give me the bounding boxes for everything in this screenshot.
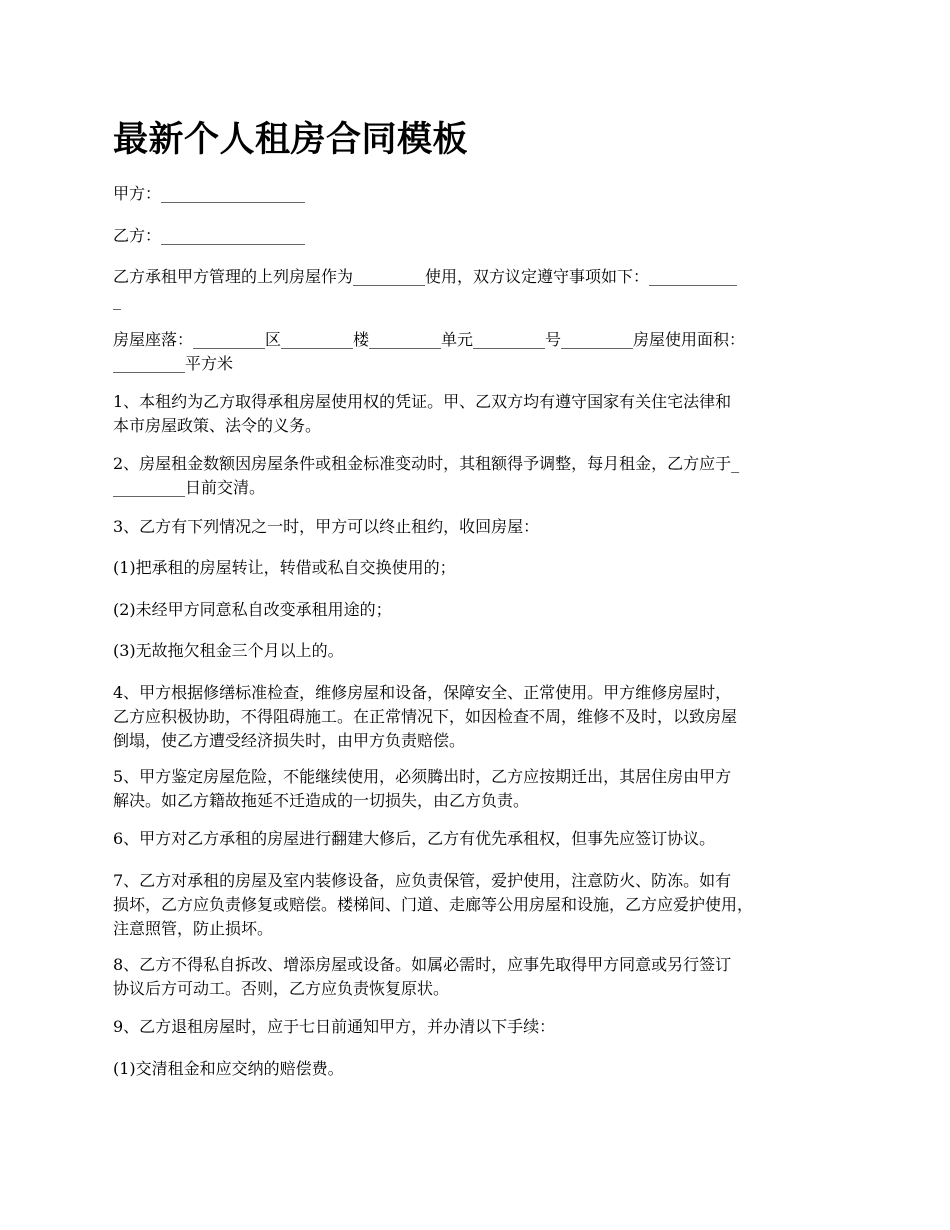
clause-3-item-1 (113, 556, 853, 580)
paragraph-intro (113, 265, 853, 313)
clause-7 (113, 869, 853, 941)
text-line: 乙方：__________________ (113, 226, 306, 245)
text-line: _________平方米 (113, 354, 234, 373)
clause-1 (113, 390, 853, 438)
text-line: (3)无故拖欠租金三个月以上的。 (113, 641, 344, 660)
clause-3-item-2 (113, 598, 853, 622)
text-line: 9、乙方退租房屋时，应于七日前通知甲方，并办清以下手续： (113, 1017, 556, 1036)
text-line: _________日前交清。 (113, 478, 266, 497)
text-line: (1)把承租的房屋转让，转借或私自交换使用的； (113, 558, 456, 577)
text-line: 乙方承租甲方管理的上列房屋作为_________使用，双方议定遵守事项如下：___________ (113, 267, 738, 286)
text-line: 甲方：__________________ (113, 184, 306, 203)
paragraph-location (113, 328, 853, 376)
text-line: 5、甲方鉴定房屋危险，不能继续使用，必须腾出时，乙方应按期迁出，其居住房由甲方 (113, 767, 732, 786)
text-line: (1)交清租金和应交纳的赔偿费。 (113, 1059, 344, 1078)
clause-5 (113, 765, 853, 813)
clause-2 (113, 452, 853, 500)
text-line: 倒塌，使乙方遭受经济损失时，由甲方负责赔偿。 (113, 731, 466, 750)
text-line: 6、甲方对乙方承租的房屋进行翻建大修后，乙方有优先承租权，但事先应签订协议。 (113, 829, 716, 848)
text-line: 3、乙方有下列情况之一时，甲方可以终止租约，收回房屋： (113, 517, 540, 536)
clause-3 (113, 515, 853, 539)
clause-9-item-1 (113, 1057, 853, 1081)
text-line: 1、本租约为乙方取得承租房屋使用权的凭证。甲、乙双方均有遵守国家有关住宅法律和 (113, 392, 732, 411)
clause-8 (113, 953, 853, 1001)
clause-6 (113, 827, 853, 851)
party-a-line (113, 182, 853, 206)
text-line: 损坏，乙方应负责修复或赔偿。楼梯间、门道、走廊等公用房屋和设施，乙方应爱护使用， (113, 895, 754, 914)
text-line: 乙方应积极协助，不得阻碍施工。在正常情况下，如因检查不周，维修不及时，以致房屋 (113, 707, 738, 726)
text-line: 注意照管，防止损坏。 (113, 919, 274, 938)
clause-3-item-3 (113, 639, 853, 663)
text-line: 本市房屋政策、法令的义务。 (113, 416, 322, 435)
text-line: 8、乙方不得私自拆改、增添房屋或设备。如属必需时，应事先取得甲方同意或另行签订 (113, 955, 732, 974)
party-b-line (113, 224, 853, 248)
text-line: 7、乙方对承租的房屋及室内装修设备，应负责保管，爱护使用，注意防火、防冻。如有 (113, 871, 732, 890)
text-line: 2、房屋租金数额因房屋条件或租金标准变动时，其租额得予调整，每月租金，乙方应于_ (113, 454, 740, 473)
clause-4 (113, 681, 853, 753)
text-line: (2)未经甲方同意私自改变承租用途的； (113, 600, 392, 619)
clause-9 (113, 1015, 853, 1039)
text-line: 解决。如乙方籍故拖延不迁造成的一切损失，由乙方负责。 (113, 791, 530, 810)
text-line: 协议后方可动工。否则，乙方应负责恢复原状。 (113, 979, 450, 998)
document-title: 最新个人租房合同模板 (113, 120, 469, 160)
text-line: _ (113, 291, 121, 310)
text-line: 房屋座落：_________区_________楼_________单元_________号_________房屋使用面积： (113, 330, 746, 349)
text-line: 4、甲方根据修缮标准检查，维修房屋和设备，保障安全、正常使用。甲方维修房屋时， (113, 683, 732, 702)
